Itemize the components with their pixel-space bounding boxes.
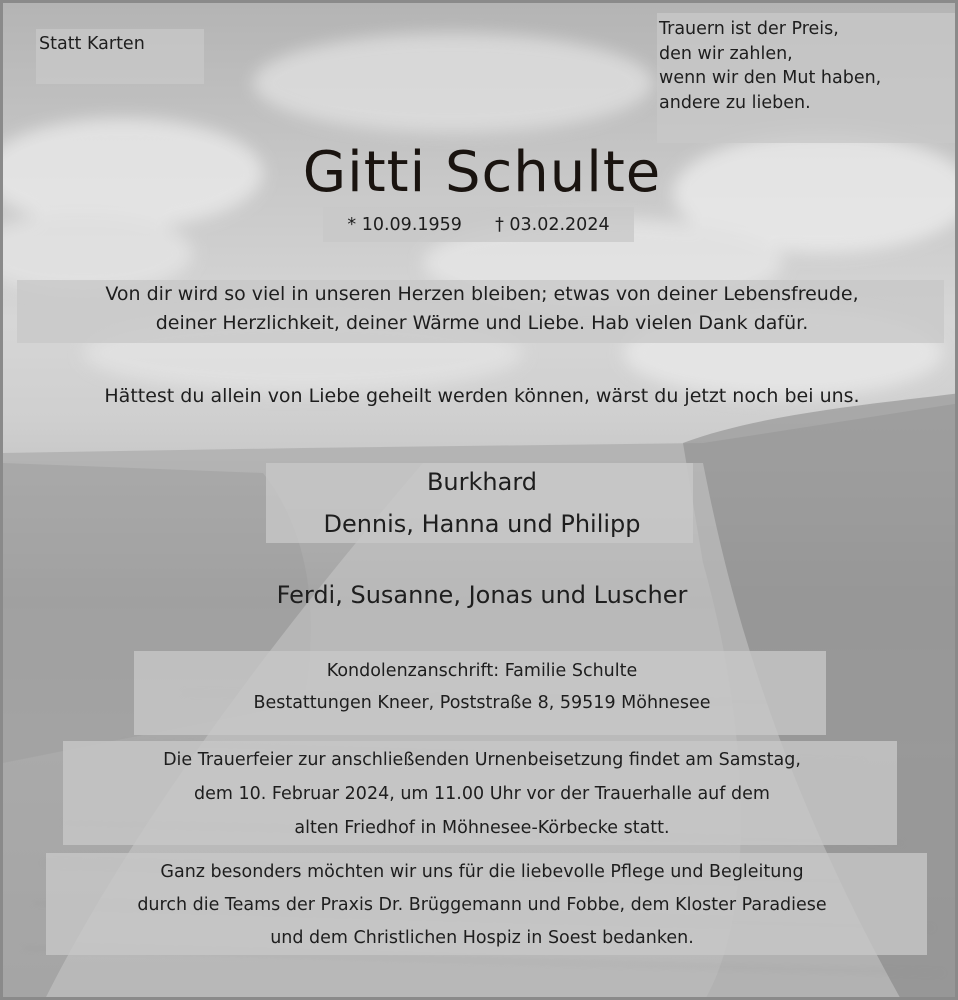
ceremony-line: Die Trauerfeier zur anschließenden Urnenbeisetzung findet am Samstag,	[163, 750, 801, 770]
mourner-line: Dennis, Hanna und Philipp	[323, 510, 641, 538]
quote-line: wenn wir den Mut haben,	[659, 68, 882, 88]
condolence-line: Kondolenzanschrift: Familie Schulte	[326, 661, 638, 681]
quote-line: andere zu lieben.	[659, 92, 811, 113]
ceremony-info	[3, 743, 958, 845]
deceased-name: Gitti Schulte	[302, 140, 662, 205]
thanks-line: und dem Christlichen Hospiz in Soest bedanken.	[270, 928, 694, 948]
mourner-line: Ferdi, Susanne, Jonas und Luscher	[276, 581, 688, 609]
condolence-address	[3, 655, 958, 719]
life-dates	[323, 210, 634, 240]
message-line: deiner Herzlichkeit, deiner Wärme und Liebe. Hab vielen Dank dafür.	[155, 312, 809, 334]
quote	[659, 17, 881, 115]
message-line: Von dir wird so viel in unseren Herzen bleiben; etwas von deiner Lebensfreude,	[105, 283, 859, 305]
quote-line: den wir zahlen,	[659, 43, 793, 64]
condolence-line: Bestattungen Kneer, Poststraße 8, 59519 Möhnesee	[253, 693, 711, 713]
birth-date: * 10.09.1959	[347, 215, 462, 235]
mourner-line: Burkhard	[426, 468, 538, 496]
death-date: † 03.02.2024	[495, 215, 610, 235]
thanks-line: durch die Teams der Praxis Dr. Brüggemann und Fobbe, dem Kloster Paradiese	[137, 895, 827, 915]
thanks	[3, 856, 958, 955]
message	[3, 280, 958, 338]
quote-line: Trauern ist der Preis,	[659, 19, 839, 39]
ceremony-line: alten Friedhof in Möhnesee-Körbecke statt.	[294, 818, 670, 838]
second-message: Hättest du allein von Liebe geheilt werden können, wärst du jetzt noch bei uns.	[104, 385, 860, 407]
ceremony-line: dem 10. Februar 2024, um 11.00 Uhr vor der Trauerhalle auf dem	[194, 784, 770, 804]
statt-karten-label: Statt Karten	[39, 34, 145, 54]
thanks-line: Ganz besonders möchten wir uns für die liebevolle Pflege und Begleitung	[160, 862, 804, 882]
